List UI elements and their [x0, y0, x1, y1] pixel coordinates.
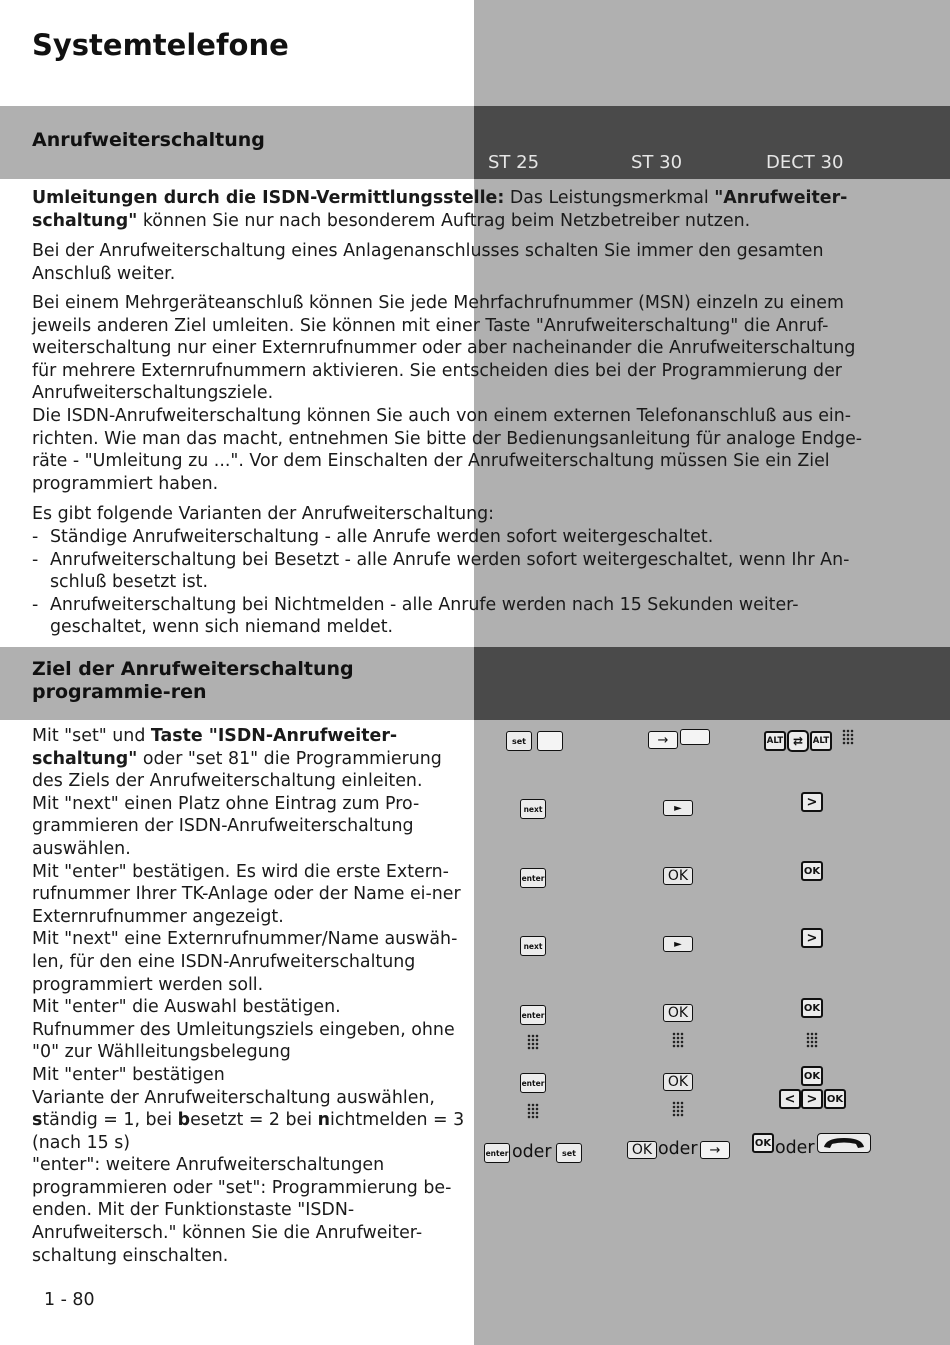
intro-paragraph-2: Bei der Anrufweiterschaltung eines Anlagenanschlusses schalten Sie immer den gesamten Anschluß weiter. [32, 241, 824, 284]
step-instructions [32, 725, 474, 1267]
keypad-icon [806, 1032, 818, 1048]
ok-key-icon: OK [663, 867, 693, 885]
keypad-icon [527, 1034, 539, 1050]
step-1: Mit "set" und Taste "ISDN-Anrufweiter-schaltung" oder "set 81" die Programmierung des Ziels der Anrufweiterschaltung einleiten. [32, 726, 442, 792]
step-9: "enter": weitere Anrufweiterschaltungen programmieren oder "set": Programmierung be-enden. Mit der Funktionstaste "ISDN-Anrufweitersch." können Sie die Anrufweiter-schaltung einschalten. [32, 1155, 452, 1266]
intro-paragraph-4: Die ISDN-Anrufweiterschaltung können Sie auch von einem externen Telefonanschluß aus ein-richten. Wie man das macht, entnehmen Sie bitte der Bedienungsanleitung für analoge Endge-räte - "Umleitung zu ...". Vor dem Einschalten der Anrufweiterschaltung müssen Sie ein Ziel programmiert haben. [32, 406, 863, 494]
hang-up-key-icon [817, 1133, 871, 1153]
keypad-icon [672, 1032, 684, 1048]
list-item: - Anrufweiterschaltung bei Nichtmelden - alle Anrufe werden nach 15 Sekunden weiter-geschaltet, wenn sich niemand meldet. [32, 594, 882, 639]
enter-key-icon: enter [484, 1143, 510, 1163]
forward-key-icon: ► [663, 800, 693, 816]
oder-label: oder [512, 1142, 552, 1162]
alt-key-icon: ALT [764, 731, 786, 751]
set-key-icon: set [556, 1143, 582, 1163]
ok-key-icon: OK [801, 861, 823, 881]
right-arrow-key-icon: > [801, 928, 823, 948]
ok-key-icon: OK [824, 1089, 846, 1109]
handset-icon [818, 1134, 870, 1152]
intro-paragraph-1: Umleitungen durch die ISDN-Vermittlungsstelle: Das Leistungsmerkmal "Anrufweiter-schaltung" können Sie nur nach besonderem Auftrag beim Netzbetreiber nutzen. [32, 188, 848, 231]
ok-key-icon: OK [663, 1004, 693, 1022]
section-title-anrufweiterschaltung: Anrufweiterschaltung [32, 129, 265, 151]
set-key-icon: set [506, 731, 532, 751]
left-arrow-key-icon: < [779, 1089, 801, 1109]
step-2: Mit "next" einen Platz ohne Eintrag zum Pro-grammieren der ISDN-Anrufweiterschaltung auswählen. [32, 793, 420, 859]
device-header-band [474, 647, 950, 720]
step-4: Mit "next" eine Externrufnummer/Name auswäh-len, für den eine ISDN-Anrufweiterschaltung programmiert werden soll. [32, 929, 458, 995]
keypad-icon [842, 729, 854, 745]
variants-list [32, 526, 882, 639]
ok-key-icon: OK [663, 1073, 693, 1091]
column-header-st25: ST 25 [488, 152, 540, 173]
enter-key-icon: enter [520, 1073, 546, 1093]
ok-key-icon: OK [801, 1066, 823, 1086]
page-title: Systemtelefone [32, 28, 289, 62]
list-item: - Ständige Anrufweiterschaltung - alle Anrufe werden sofort weitergeschaltet. [32, 526, 882, 549]
enter-key-icon: enter [520, 868, 546, 888]
function-key-icon [680, 729, 710, 745]
column-header-dect30: DECT 30 [766, 152, 844, 173]
alt-key-icon: ALT [810, 731, 832, 751]
step-8: Variante der Anrufweiterschaltung auswählen, ständig = 1, bei besetzt = 2 bei nichtmelden = 3 (nach 15 s) [32, 1087, 465, 1153]
navigation-diamond-icon: ⇄ [787, 730, 809, 752]
forward-key-icon: ► [663, 936, 693, 952]
list-item: - Anrufweiterschaltung bei Besetzt - alle Anrufe werden sofort weitergeschaltet, wenn Ihr An-schluß besetzt ist. [32, 549, 882, 594]
ok-key-icon: OK [627, 1141, 657, 1159]
step-5: Mit "enter" die Auswahl bestätigen. [32, 997, 341, 1018]
ok-key-icon: OK [801, 998, 823, 1018]
ok-key-icon: OK [752, 1133, 774, 1153]
next-key-icon: next [520, 799, 546, 819]
next-key-icon: next [520, 936, 546, 956]
arrow-key-icon: → [700, 1141, 730, 1159]
section-title-ziel-programmieren: Ziel der Anrufweiterschaltung programmie-ren [32, 658, 354, 703]
right-arrow-key-icon: > [801, 1089, 823, 1109]
function-key-icon [537, 731, 563, 751]
keypad-icon [527, 1103, 539, 1119]
column-header-st30: ST 30 [631, 152, 683, 173]
oder-label: oder [775, 1138, 815, 1158]
step-3: Mit "enter" bestätigen. Es wird die erste Extern-rufnummer Ihrer TK-Anlage oder der Name ei-ner Externrufnummer angezeigt. [32, 861, 461, 927]
arrow-key-icon: → [648, 731, 678, 749]
oder-label: oder [658, 1139, 698, 1159]
variants-intro: Es gibt folgende Varianten der Anrufweiterschaltung: [32, 504, 495, 524]
step-7: Mit "enter" bestätigen [32, 1064, 225, 1085]
right-arrow-key-icon: > [801, 792, 823, 812]
intro-paragraph-3: Bei einem Mehrgeräteanschluß können Sie jede Mehrfachrufnummer (MSN) einzeln zu einem jeweils anderen Ziel umleiten. Sie können mit einer Taste "Anrufweiterschaltung" die Anruf-weiterschaltung nur einer Externrufnummer oder aber nacheinander die Anrufweiterschaltung für mehrere Externrufnummern aktivieren. Sie entscheiden dies bei der Programmierung der Anrufweiterschaltungsziele. [32, 293, 856, 404]
enter-key-icon: enter [520, 1005, 546, 1025]
device-header-band [474, 106, 950, 179]
keypad-icon [672, 1101, 684, 1117]
page-number: 1 - 80 [44, 1290, 95, 1310]
step-6: Rufnummer des Umleitungsziels eingeben, ohne "0" zur Wählleitungsbelegung [32, 1019, 455, 1063]
